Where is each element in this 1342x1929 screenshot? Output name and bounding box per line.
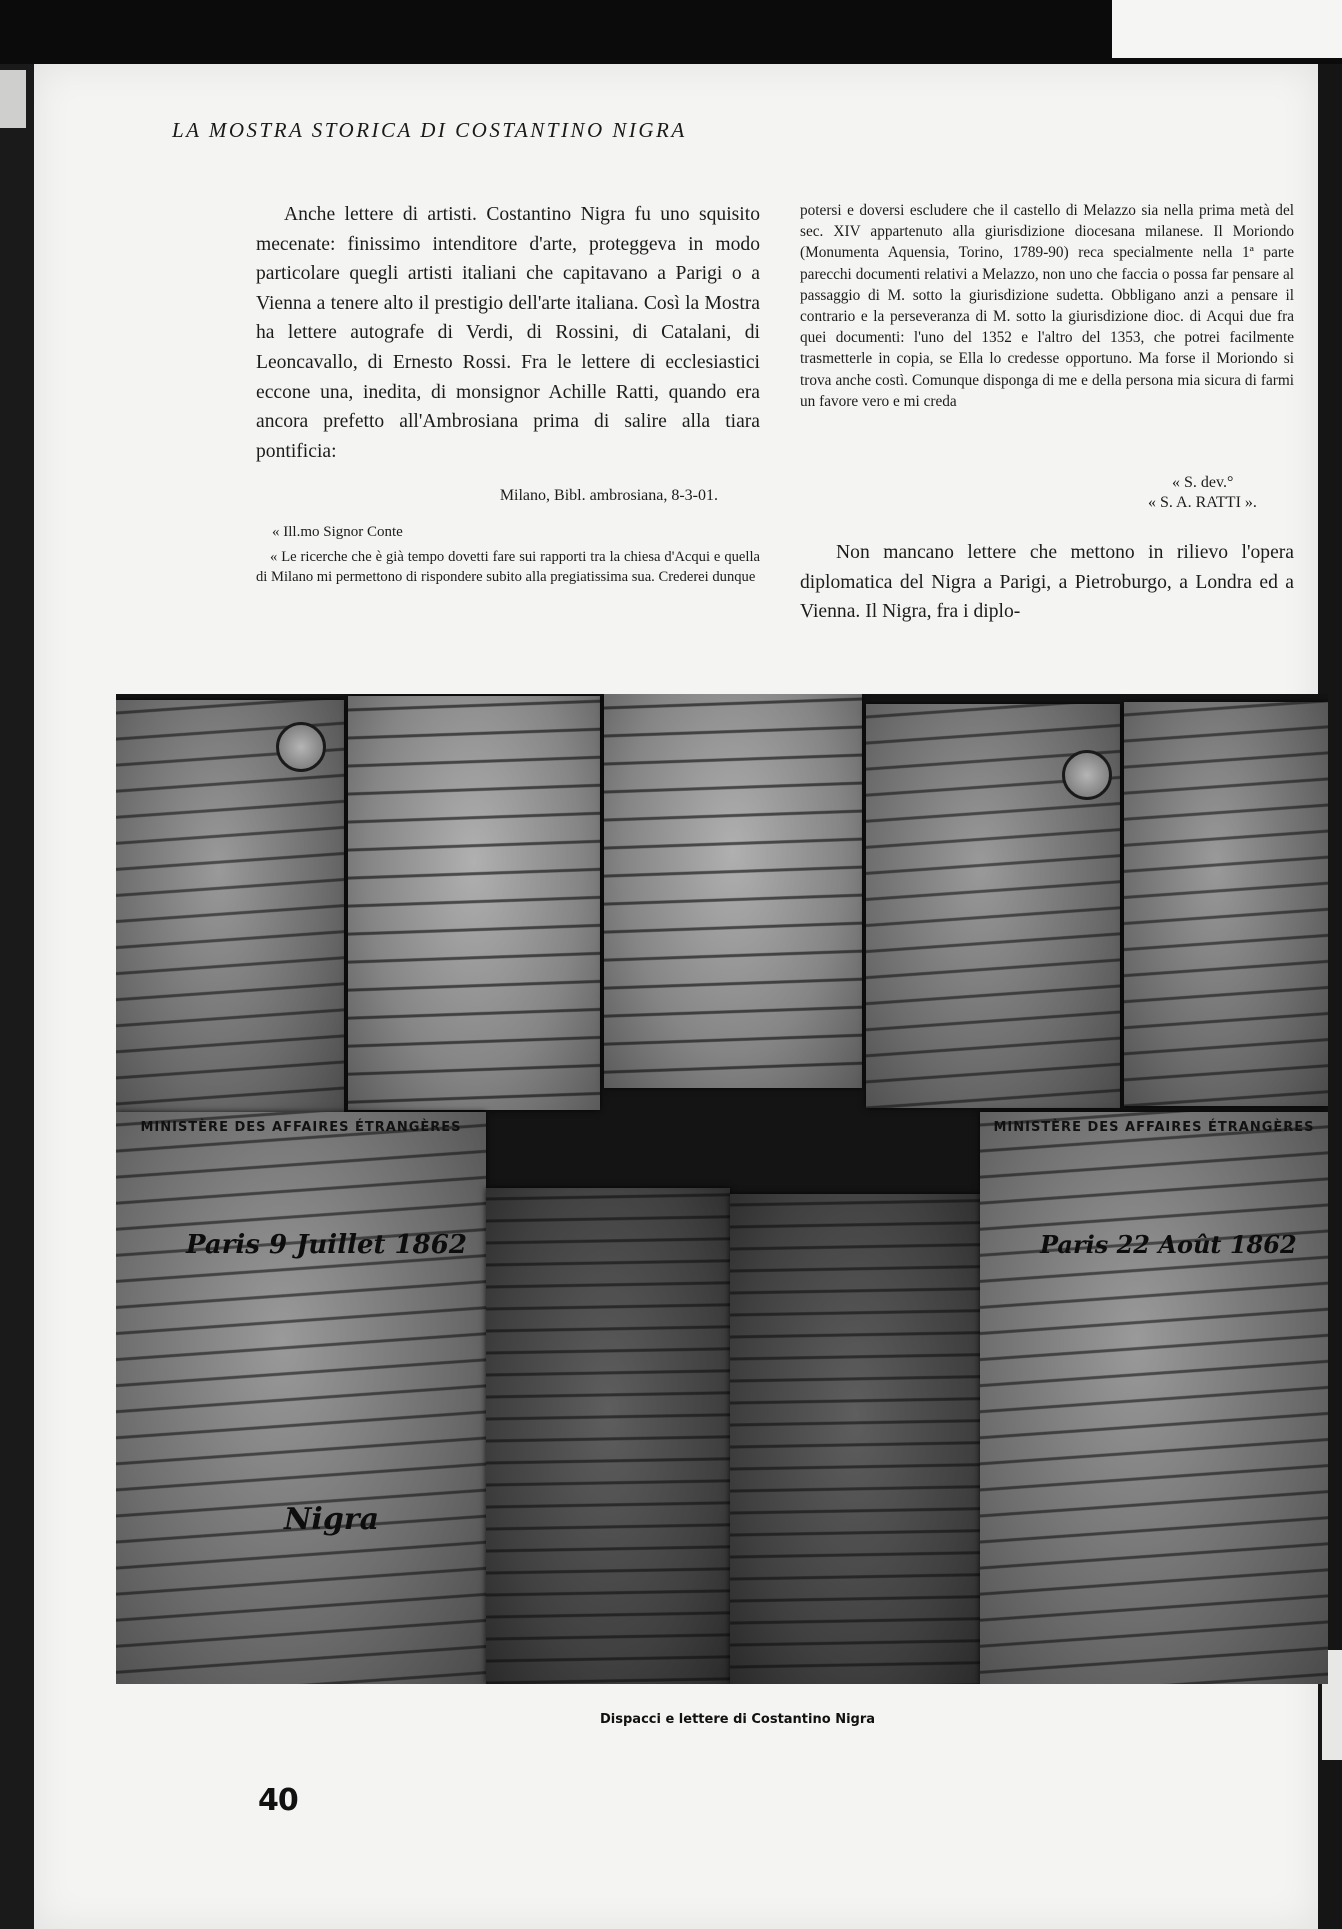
letter-dateline: Milano, Bibl. ambrosiana, 8-3-01. <box>499 487 718 504</box>
manuscript-sheet <box>486 1188 730 1684</box>
letterhead-right: MINISTÈRE DES AFFAIRES ÉTRANGÈRES <box>993 1120 1315 1135</box>
letter-body-text: « Le ricerche che è già tempo dovetti fare sui rapporti tra la chiesa d'Acqui e quella di Milano mi permettono di rispondere subito alla pregiatissima sua. Crederei dunque <box>256 549 760 585</box>
scan-left-notch <box>0 70 26 128</box>
scan-corner-tab <box>1112 0 1342 58</box>
letter-salutation: « Ill.mo Signor Conte <box>272 524 403 540</box>
running-head: LA MOSTRA STORICA DI COSTANTINO NIGRA <box>172 118 687 142</box>
dispatch-date-right: Paris 22 Août 1862 <box>1040 1230 1297 1259</box>
seal-icon <box>276 722 326 772</box>
manuscripts-photo <box>116 694 1328 1684</box>
letter-body-start <box>256 548 760 587</box>
letterhead-left: MINISTÈRE DES AFFAIRES ÉTRANGÈRES <box>140 1120 462 1135</box>
photo-caption: Dispacci e lettere di Costantino Nigra <box>600 1712 876 1727</box>
letter-closing-devoted: « S. dev.° <box>1172 474 1234 491</box>
manuscript-sheet <box>866 704 1120 1108</box>
nigra-signature: Nigra <box>284 1502 380 1537</box>
dispatch-sheet <box>116 1112 486 1684</box>
right-column-paragraph <box>800 538 1294 627</box>
manuscript-sheet <box>604 694 862 1088</box>
dispatch-sheet <box>980 1112 1328 1684</box>
seal-icon <box>1062 750 1112 800</box>
dispatch-date-left: Paris 9 Juillet 1862 <box>186 1230 467 1260</box>
page-number: 40 <box>258 1783 298 1818</box>
diplomatic-paragraph: Non mancano lettere che mettono in rilievo l'opera diplomatica del Nigra a Parigi, a Pietroburgo, a Londra ed a Vienna. Il Nigra, fra i diplo- <box>800 542 1294 623</box>
letter-closing-signature: « S. A. RATTI ». <box>1148 494 1257 511</box>
left-column <box>256 200 760 466</box>
manuscript-sheet <box>348 696 600 1110</box>
right-column-letter <box>800 200 1294 412</box>
scan-left-border <box>0 64 34 1929</box>
manuscript-sheet <box>730 1194 980 1684</box>
manuscript-sheet <box>116 700 344 1120</box>
artists-paragraph: Anche lettere di artisti. Costantino Nigra fu uno squisito mecenate: finissimo intenditore d'arte, proteggeva in modo particolare quegli artisti italiani che capitavano a Parigi o a Vienna a tenere alto il prestigio dell'arte italiana. Così la Mostra ha lettere autografe di Verdi, di Rossini, di Catalani, di Leoncavallo, di Ernesto Rossi. Fra le lettere di ecclesiastici eccone una, inedita, di monsignor Achille Ratti, quando era ancora prefetto all'Ambrosiana prima di salire alla tiara pontificia: <box>256 204 760 462</box>
letter-continuation: potersi e doversi escludere che il castello di Melazzo sia nella prima metà del sec. XIV appartenuto alla giurisdizione diocesana milanese. Il Moriondo (Monumenta Aquensia, Torino, 1789-90) reca specialmente nella 1ª parte parecchi documenti relativi a Melazzo, non uno che faccia o possa far pensare al passaggio di M. sotto la giurisdizione sudetta. Obbligano anzi a pensare il contrario e la perseveranza di M. sotto la giurisdizione dioc. di Acqui due fra quei documenti: l'uno del 1352 e l'altro del 1353, che potrei facilmente trasmetterle in copia, se Ella lo credesse opportuno. Ma forse il Moriondo si trova anche costì. Comunque disponga di me e della persona mia sicura di farmi un favore vero e mi creda <box>800 202 1294 410</box>
manuscript-sheet <box>1124 702 1328 1106</box>
